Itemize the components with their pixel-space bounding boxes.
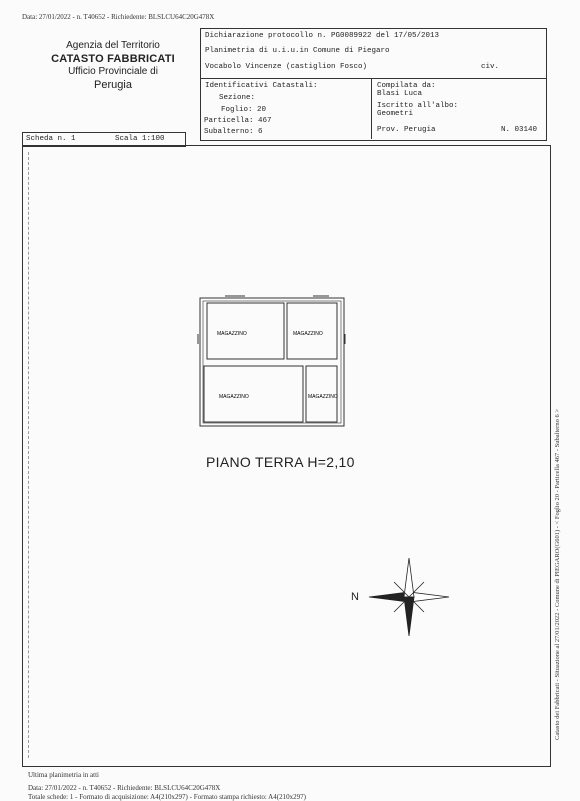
- ident-title: Identificativi Catastali:: [205, 82, 318, 90]
- subalterno-text: Subalterno: 6: [204, 128, 263, 136]
- top-date-line: Data: 27/01/2022 - n. T40652 - Richiedente: BLSLCU64C20G478X: [22, 13, 215, 21]
- agency-block: [32, 40, 194, 92]
- compilata-label: Compilata da:: [377, 82, 436, 90]
- compass-rose-icon: [364, 556, 454, 638]
- sezione-text: Sezione:: [219, 94, 256, 102]
- footer-line-2: Totale schede: 1 - Formato di acquisizione: A4(210x297) - Formato stampa richiesto: A4(210x297): [28, 793, 306, 801]
- frame-guide-line: [28, 152, 29, 758]
- floor-title: PIANO TERRA H=2,10: [206, 454, 355, 470]
- protocol-text: Dichiarazione protocollo n. PG0089922 del 17/05/2013: [205, 32, 440, 40]
- footer-note: Ultima planimetria in atti: [28, 771, 99, 779]
- scheda-text: Scheda n. 1: [26, 135, 76, 143]
- scala-text: Scala 1:100: [115, 135, 165, 143]
- vocabolo-text: Vocabolo Vincenze (castiglion Fosco): [205, 63, 368, 71]
- albo-text: Geometri: [377, 110, 414, 118]
- agency-name: Agenzia del Territorio: [66, 40, 160, 51]
- room-label-3: MAGAZZINO: [219, 394, 249, 400]
- footer-line-1: Data: 27/01/2022 - n. T40652 - Richiedente: BLSLCU64C20G478X: [28, 784, 221, 792]
- numero-text: N. 03140: [501, 126, 538, 134]
- agency-city: Perugia: [94, 79, 132, 91]
- room-label-4: MAGAZZINO: [308, 394, 338, 400]
- room-label-2: MAGAZZINO: [293, 331, 323, 337]
- room-label-1: MAGAZZINO: [217, 331, 247, 337]
- header-table: [200, 28, 547, 141]
- compiler-name: Blasi Luca: [377, 90, 423, 98]
- outer-wall: [200, 298, 344, 426]
- iscritto-label: Iscritto all'albo:: [377, 102, 459, 110]
- particella-text: Particella: 467: [204, 117, 272, 125]
- inner-wall: [203, 301, 341, 423]
- prov-text: Prov. Perugia: [377, 126, 436, 134]
- foglio-text: Foglio: 20: [221, 106, 267, 114]
- identifiers-cell: [201, 79, 372, 139]
- agency-office: Ufficio Provinciale di: [68, 66, 158, 77]
- header-row-protocol: [201, 29, 546, 79]
- civ-text: civ.: [481, 63, 500, 71]
- north-label: N: [351, 591, 359, 603]
- floor-plan: [195, 294, 350, 430]
- planimetry-text: Planimetria di u.i.u.in Comune di Piegaro: [205, 47, 390, 55]
- side-reference-text: Catasto dei Fabbricati - Situazione al 27/01/2022 - Comune di PIEGARO(G601) - < Foglio 20 - Particella 467 - Subalterno 6 >: [554, 408, 561, 740]
- agency-title: CATASTO FABBRICATI: [51, 53, 175, 65]
